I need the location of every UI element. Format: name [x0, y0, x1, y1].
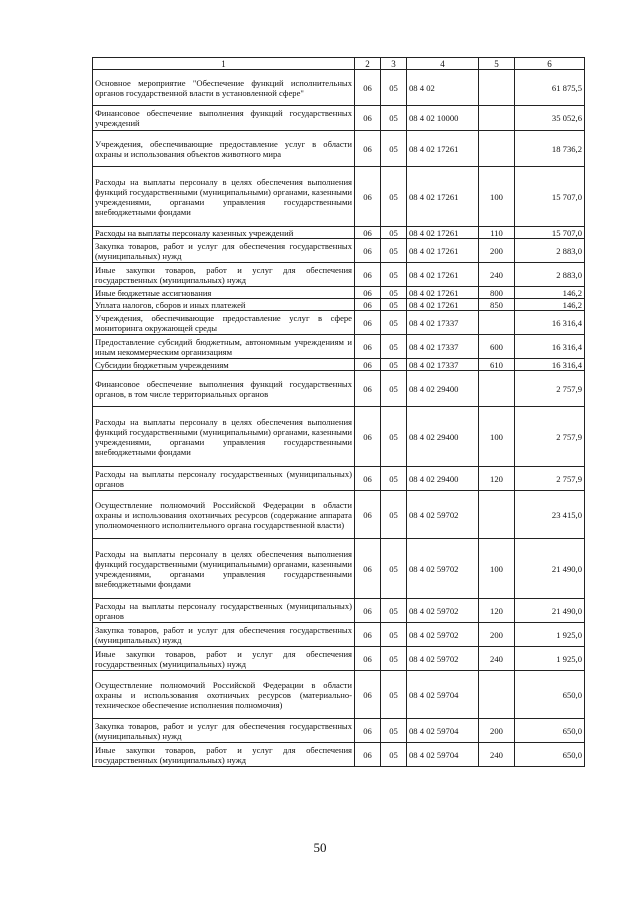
table-row [93, 407, 585, 467]
target-article-code-cell: 08 4 02 17261 [407, 287, 479, 299]
section-code-cell: 06 [355, 371, 381, 407]
expense-name-cell: Закупка товаров, работ и услуг для обеспечения государственных (муниципальных) нужд [93, 239, 355, 263]
table-row [93, 599, 585, 623]
amount-cell: 650,0 [515, 743, 585, 767]
table-row [93, 167, 585, 227]
subsection-code-cell: 05 [381, 70, 407, 106]
amount-cell: 2 757,9 [515, 467, 585, 491]
table-row [93, 491, 585, 539]
subsection-code-cell: 05 [381, 491, 407, 539]
target-article-code-cell: 08 4 02 59702 [407, 647, 479, 671]
expense-name-cell: Учреждения, обеспечивающие предоставление услуг в сфере мониторинга окружающей среды [93, 311, 355, 335]
target-article-code-cell: 08 4 02 17337 [407, 335, 479, 359]
subsection-code-cell: 05 [381, 623, 407, 647]
expense-type-code-cell: 200 [479, 623, 515, 647]
section-code-cell: 06 [355, 647, 381, 671]
subsection-code-cell: 05 [381, 263, 407, 287]
expense-name-cell: Иные бюджетные ассигнования [93, 287, 355, 299]
expense-type-code-cell: 850 [479, 299, 515, 311]
expense-type-code-cell: 240 [479, 263, 515, 287]
table-row [93, 106, 585, 131]
target-article-code-cell: 08 4 02 59702 [407, 491, 479, 539]
subsection-code-cell: 05 [381, 287, 407, 299]
expense-type-code-cell [479, 371, 515, 407]
table-row [93, 623, 585, 647]
section-code-cell: 06 [355, 70, 381, 106]
section-code-cell: 06 [355, 407, 381, 467]
expense-type-code-cell: 200 [479, 719, 515, 743]
target-article-code-cell: 08 4 02 59702 [407, 599, 479, 623]
table-row [93, 263, 585, 287]
expense-type-code-cell [479, 311, 515, 335]
section-code-cell: 06 [355, 299, 381, 311]
header-cell: 5 [479, 58, 515, 70]
section-code-cell: 06 [355, 131, 381, 167]
table-row [93, 743, 585, 767]
section-code-cell: 06 [355, 239, 381, 263]
expense-name-cell: Иные закупки товаров, работ и услуг для обеспечения государственных (муниципальных) нужд [93, 743, 355, 767]
section-code-cell: 06 [355, 287, 381, 299]
header-row [93, 58, 585, 70]
target-article-code-cell: 08 4 02 17261 [407, 263, 479, 287]
expense-type-code-cell [479, 70, 515, 106]
subsection-code-cell: 05 [381, 227, 407, 239]
table-row [93, 539, 585, 599]
subsection-code-cell: 05 [381, 539, 407, 599]
expense-type-code-cell: 200 [479, 239, 515, 263]
expense-type-code-cell: 240 [479, 647, 515, 671]
target-article-code-cell: 08 4 02 29400 [407, 371, 479, 407]
target-article-code-cell: 08 4 02 10000 [407, 106, 479, 131]
amount-cell: 146,2 [515, 299, 585, 311]
amount-cell: 61 875,5 [515, 70, 585, 106]
section-code-cell: 06 [355, 167, 381, 227]
table-row [93, 227, 585, 239]
amount-cell: 23 415,0 [515, 491, 585, 539]
section-code-cell: 06 [355, 467, 381, 491]
amount-cell: 16 316,4 [515, 335, 585, 359]
expense-name-cell: Расходы на выплаты персоналу государственных (муниципальных) органов [93, 599, 355, 623]
budget-table [92, 57, 585, 767]
subsection-code-cell: 05 [381, 407, 407, 467]
table-row [93, 70, 585, 106]
target-article-code-cell: 08 4 02 59704 [407, 743, 479, 767]
target-article-code-cell: 08 4 02 17261 [407, 227, 479, 239]
target-article-code-cell: 08 4 02 [407, 70, 479, 106]
expense-name-cell: Иные закупки товаров, работ и услуг для обеспечения государственных (муниципальных) нужд [93, 263, 355, 287]
section-code-cell: 06 [355, 335, 381, 359]
amount-cell: 15 707,0 [515, 227, 585, 239]
target-article-code-cell: 08 4 02 59702 [407, 539, 479, 599]
expense-type-code-cell: 100 [479, 539, 515, 599]
amount-cell: 650,0 [515, 719, 585, 743]
expense-type-code-cell: 120 [479, 467, 515, 491]
target-article-code-cell: 08 4 02 17337 [407, 311, 479, 335]
expense-type-code-cell [479, 491, 515, 539]
subsection-code-cell: 05 [381, 647, 407, 671]
header-cell: 3 [381, 58, 407, 70]
subsection-code-cell: 05 [381, 719, 407, 743]
amount-cell: 16 316,4 [515, 311, 585, 335]
expense-name-cell: Иные закупки товаров, работ и услуг для обеспечения государственных (муниципальных) нужд [93, 647, 355, 671]
target-article-code-cell: 08 4 02 17261 [407, 131, 479, 167]
section-code-cell: 06 [355, 599, 381, 623]
expense-type-code-cell: 800 [479, 287, 515, 299]
amount-cell: 15 707,0 [515, 167, 585, 227]
amount-cell: 21 490,0 [515, 599, 585, 623]
target-article-code-cell: 08 4 02 29400 [407, 467, 479, 491]
subsection-code-cell: 05 [381, 239, 407, 263]
subsection-code-cell: 05 [381, 335, 407, 359]
page-number: 50 [313, 840, 327, 855]
amount-cell: 2 883,0 [515, 239, 585, 263]
subsection-code-cell: 05 [381, 311, 407, 335]
section-code-cell: 06 [355, 671, 381, 719]
expense-type-code-cell: 100 [479, 407, 515, 467]
subsection-code-cell: 05 [381, 599, 407, 623]
subsection-code-cell: 05 [381, 467, 407, 491]
target-article-code-cell: 08 4 02 17261 [407, 299, 479, 311]
header-cell: 1 [93, 58, 355, 70]
section-code-cell: 06 [355, 311, 381, 335]
table-row [93, 311, 585, 335]
target-article-code-cell: 08 4 02 17261 [407, 239, 479, 263]
table-row [93, 299, 585, 311]
target-article-code-cell: 08 4 02 59704 [407, 719, 479, 743]
section-code-cell: 06 [355, 539, 381, 599]
section-code-cell: 06 [355, 359, 381, 371]
expense-type-code-cell [479, 106, 515, 131]
subsection-code-cell: 05 [381, 359, 407, 371]
section-code-cell: 06 [355, 719, 381, 743]
target-article-code-cell: 08 4 02 17261 [407, 167, 479, 227]
expense-name-cell: Финансовое обеспечение выполнения функций государственных учреждений [93, 106, 355, 131]
expense-name-cell: Осуществление полномочий Российской Федерации в области охраны и использования охотничьих ресурсов (материально-техническое обеспечение исполнения полномочия) [93, 671, 355, 719]
subsection-code-cell: 05 [381, 743, 407, 767]
table-row [93, 371, 585, 407]
subsection-code-cell: 05 [381, 131, 407, 167]
table-row [93, 239, 585, 263]
expense-type-code-cell [479, 131, 515, 167]
expense-name-cell: Учреждения, обеспечивающие предоставление услуг в области охраны и использования объектов животного мира [93, 131, 355, 167]
target-article-code-cell: 08 4 02 29400 [407, 407, 479, 467]
expense-type-code-cell: 240 [479, 743, 515, 767]
header-cell: 6 [515, 58, 585, 70]
table-row [93, 719, 585, 743]
table-row [93, 647, 585, 671]
table-row [93, 467, 585, 491]
amount-cell: 21 490,0 [515, 539, 585, 599]
table-row [93, 287, 585, 299]
expense-name-cell: Уплата налогов, сборов и иных платежей [93, 299, 355, 311]
expense-type-code-cell [479, 671, 515, 719]
header-cell: 4 [407, 58, 479, 70]
expense-name-cell: Финансовое обеспечение выполнения функций государственных органов, в том числе территориальных органов [93, 371, 355, 407]
expense-type-code-cell: 610 [479, 359, 515, 371]
section-code-cell: 06 [355, 743, 381, 767]
expense-name-cell: Основное мероприятие "Обеспечение функций исполнительных органов государственной власти в установленной сфере" [93, 70, 355, 106]
expense-type-code-cell: 110 [479, 227, 515, 239]
table-row [93, 671, 585, 719]
expense-name-cell: Расходы на выплаты персоналу в целях обеспечения выполнения функций государственными (муниципальными) органами, казенными учреждениями, органами управления государственными внебюджетными фондами [93, 407, 355, 467]
target-article-code-cell: 08 4 02 59704 [407, 671, 479, 719]
expense-name-cell: Осуществление полномочий Российской Федерации в области охраны и использования охотничьих ресурсов (содержание аппарата уполномоченного исполнительного органа государственной власти) [93, 491, 355, 539]
amount-cell: 2 883,0 [515, 263, 585, 287]
expense-type-code-cell: 600 [479, 335, 515, 359]
section-code-cell: 06 [355, 623, 381, 647]
subsection-code-cell: 05 [381, 167, 407, 227]
amount-cell: 2 757,9 [515, 371, 585, 407]
amount-cell: 146,2 [515, 287, 585, 299]
amount-cell: 650,0 [515, 671, 585, 719]
section-code-cell: 06 [355, 106, 381, 131]
expense-name-cell: Расходы на выплаты персоналу казенных учреждений [93, 227, 355, 239]
amount-cell: 1 925,0 [515, 647, 585, 671]
header-cell: 2 [355, 58, 381, 70]
expense-name-cell: Субсидии бюджетным учреждениям [93, 359, 355, 371]
table-row [93, 359, 585, 371]
expense-name-cell: Расходы на выплаты персоналу в целях обеспечения выполнения функций государственными (муниципальными) органами, казенными учреждениями, органами управления государственными внебюджетными фондами [93, 167, 355, 227]
expense-type-code-cell: 120 [479, 599, 515, 623]
expense-name-cell: Расходы на выплаты персоналу государственных (муниципальных) органов [93, 467, 355, 491]
subsection-code-cell: 05 [381, 371, 407, 407]
subsection-code-cell: 05 [381, 299, 407, 311]
expense-type-code-cell: 100 [479, 167, 515, 227]
section-code-cell: 06 [355, 263, 381, 287]
section-code-cell: 06 [355, 491, 381, 539]
amount-cell: 1 925,0 [515, 623, 585, 647]
table-row [93, 131, 585, 167]
expense-name-cell: Расходы на выплаты персоналу в целях обеспечения выполнения функций государственными (муниципальными) органами, казенными учреждениями, органами управления государственными внебюджетными фондами [93, 539, 355, 599]
section-code-cell: 06 [355, 227, 381, 239]
expense-name-cell: Предоставление субсидий бюджетным, автономным учреждениям и иным некоммерческим организациям [93, 335, 355, 359]
amount-cell: 35 052,6 [515, 106, 585, 131]
expense-name-cell: Закупка товаров, работ и услуг для обеспечения государственных (муниципальных) нужд [93, 719, 355, 743]
amount-cell: 2 757,9 [515, 407, 585, 467]
target-article-code-cell: 08 4 02 17337 [407, 359, 479, 371]
target-article-code-cell: 08 4 02 59702 [407, 623, 479, 647]
amount-cell: 18 736,2 [515, 131, 585, 167]
expense-name-cell: Закупка товаров, работ и услуг для обеспечения государственных (муниципальных) нужд [93, 623, 355, 647]
table-row [93, 335, 585, 359]
subsection-code-cell: 05 [381, 106, 407, 131]
amount-cell: 16 316,4 [515, 359, 585, 371]
subsection-code-cell: 05 [381, 671, 407, 719]
